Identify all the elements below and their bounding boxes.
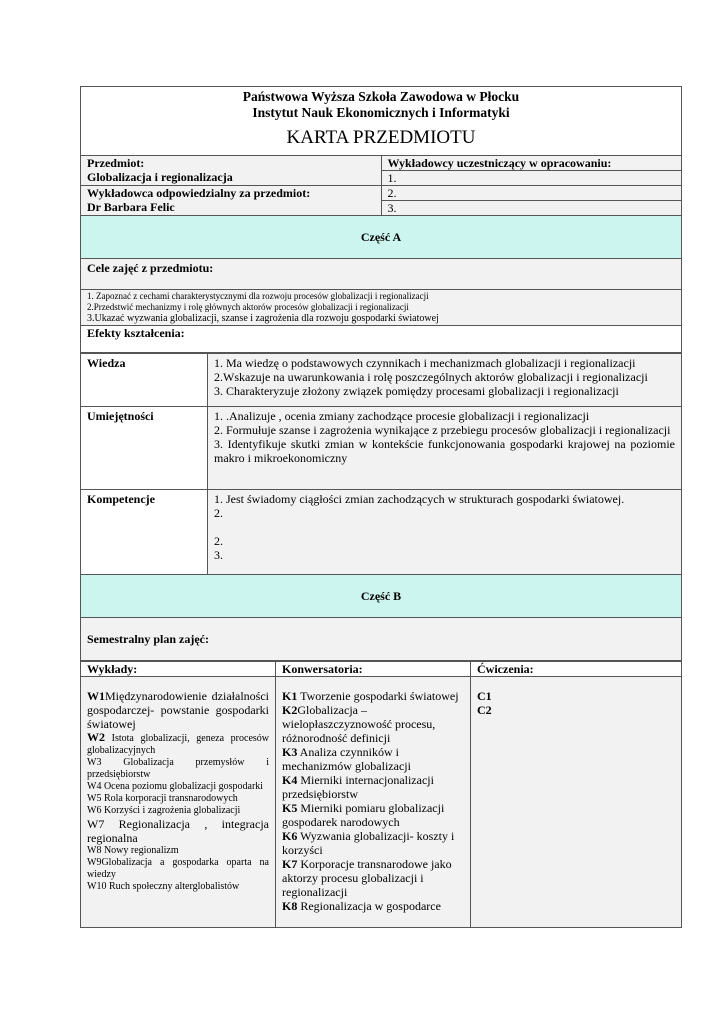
lecture-1: W1Międzynarodowienie działalności gospodarczej- powstanie gospodarki światowej xyxy=(87,689,269,731)
col-conversatoria: Konwersatoria: xyxy=(276,662,471,677)
school-name: Państwowa Wyższa Szkoła Zawodowa w Płocku xyxy=(242,89,520,104)
subject-value: Globalizacja i regionalizacja xyxy=(87,170,233,184)
document-title: KARTA PRZEDMIOTU xyxy=(286,127,476,148)
exercises-cell xyxy=(471,677,682,928)
responsible-label: Wykładowca odpowiedzialny za przedmiot: xyxy=(87,186,311,200)
exercise-1: C1 xyxy=(477,689,492,703)
goals-cell xyxy=(81,290,682,326)
conversatorium-7: K7 Korporacje transnarodowe jako aktorzy procesu globalizacji i regionalizacji xyxy=(282,857,452,899)
goal-3: 3.Ukazać wyzwania globalizacji, szanse i zagrożenia dla rozwoju gospodarki światowej xyxy=(87,313,439,324)
exercise-2: C2 xyxy=(477,703,492,717)
lecturer-2: 2. xyxy=(381,186,682,201)
lecture-2: W2 Istota globalizacji, geneza procesów globalizacyjnych xyxy=(87,730,269,756)
lecture-6: W6 Korzyści i zagrożenia globalizacji xyxy=(87,805,241,816)
lecture-5: W5 Rola korporacji transnarodowych xyxy=(87,793,238,804)
responsible-value: Dr Barbara Felic xyxy=(87,200,175,214)
competence-5: 3. xyxy=(214,548,223,562)
effects-table xyxy=(80,353,682,661)
competence-cell xyxy=(208,490,682,575)
conversatorium-8: K8 Regionalizacja w gospodarce xyxy=(282,899,441,913)
lecture-7: W7 Regionalizacja , integracja regionalna xyxy=(87,817,269,845)
header-cell xyxy=(81,87,682,156)
lecturer-3: 3. xyxy=(381,201,682,216)
skill-1: 1. .Analizuje , ocenia zmiany zachodzące procesie globalizacji i regionalizacji xyxy=(214,409,590,423)
conversatorium-3: K3 Analiza czynników i mechanizmów globalizacji xyxy=(282,745,411,773)
course-card xyxy=(80,86,682,928)
conversatorium-6: K6 Wyzwania globalizacji- koszty i korzyści xyxy=(282,829,455,857)
plan-table xyxy=(80,661,682,928)
subject-cell xyxy=(81,156,382,186)
knowledge-3: 3. Charakteryzuje złożony związek pomiędzy procesami globalizacji i regionalizacji xyxy=(214,384,619,398)
goal-1: 1. Zapoznać z cechami charakterystycznymi dla rozwoju procesów globalizacji i regionalizacji xyxy=(87,291,429,301)
conversatoria-cell xyxy=(276,677,471,928)
knowledge-1: 1. Ma wiedzę o podstawowych czynnikach i mechanizmach globalizacji i regionalizacji xyxy=(214,356,636,370)
lecture-10: W10 Ruch społeczny alterglobalistów xyxy=(87,881,240,892)
part-b-title: Część B xyxy=(81,575,682,618)
goal-2: 2.Przedstwić mechanizmy i rolę głównych aktorów procesów globalizacji i regionalizacji xyxy=(87,302,409,312)
part-a-title: Część A xyxy=(81,216,682,259)
lecture-4: W4 Ocena poziomu globalizacji gospodarki xyxy=(87,781,264,792)
competence-2: 2. xyxy=(214,506,223,520)
lecture-3: W3 Globalizacja przemysłów i przedsiębiorstw xyxy=(87,757,269,780)
institute-name: Instytut Nauk Ekonomicznych i Informatyki xyxy=(252,105,510,120)
col-exercises: Ćwiczenia: xyxy=(471,662,682,677)
conversatorium-1: K1 Tworzenie gospodarki światowej xyxy=(282,689,459,703)
knowledge-label: Wiedza xyxy=(81,354,208,407)
knowledge-2: 2.Wskazuje na uwarunkowania i rolę poszczególnych aktorów globalizacji i regionalizacji xyxy=(214,370,648,384)
knowledge-cell xyxy=(208,354,682,407)
effects-label: Efekty kształcenia: xyxy=(81,326,682,353)
goals-label: Cele zajęć z przedmiotu: xyxy=(81,259,682,290)
competence-4: 2. xyxy=(214,534,223,548)
competence-blank xyxy=(214,520,675,534)
plan-label: Semestralny plan zajęć: xyxy=(81,618,682,661)
skill-3: 3. Identyfikuje skutki zmian w kontekście funkcjonowania gospodarki krajowej na poziomie makro i mikroekonomiczny xyxy=(214,437,675,465)
lecture-8: W8 Nowy regionalizm xyxy=(87,845,179,856)
skills-label: Umiejętności xyxy=(81,407,208,490)
subject-label: Przedmiot: xyxy=(87,156,145,170)
header-table xyxy=(80,86,682,353)
col-lectures: Wykłady: xyxy=(81,662,276,677)
lectures-cell xyxy=(81,677,276,928)
lecture-9: W9Globalizacja a gospodarka oparta na wiedzy xyxy=(87,857,269,880)
skill-2: 2. Formułuje szanse i zagrożenia wynikające z przebiegu procesów globalizacji i regionalizacji xyxy=(214,423,671,437)
lecturers-label: Wykładowcy uczestniczący w opracowaniu: xyxy=(381,156,682,171)
conversatorium-2: K2Globalizacja – wielopłaszczyznowość procesu, różnorodność definicji xyxy=(282,703,436,745)
lecturer-1: 1. xyxy=(381,171,682,186)
competence-1: 1. Jest świadomy ciągłości zmian zachodzących w strukturach gospodarki światowej. xyxy=(214,492,625,506)
conversatorium-4: K4 Mierniki internacjonalizacji przedsiębiorstw xyxy=(282,773,434,801)
responsible-cell xyxy=(81,186,382,216)
competence-label: Kompetencje xyxy=(81,490,208,575)
conversatorium-5: K5 Mierniki pomiaru globalizacji gospodarek narodowych xyxy=(282,801,445,829)
skills-cell xyxy=(208,407,682,490)
